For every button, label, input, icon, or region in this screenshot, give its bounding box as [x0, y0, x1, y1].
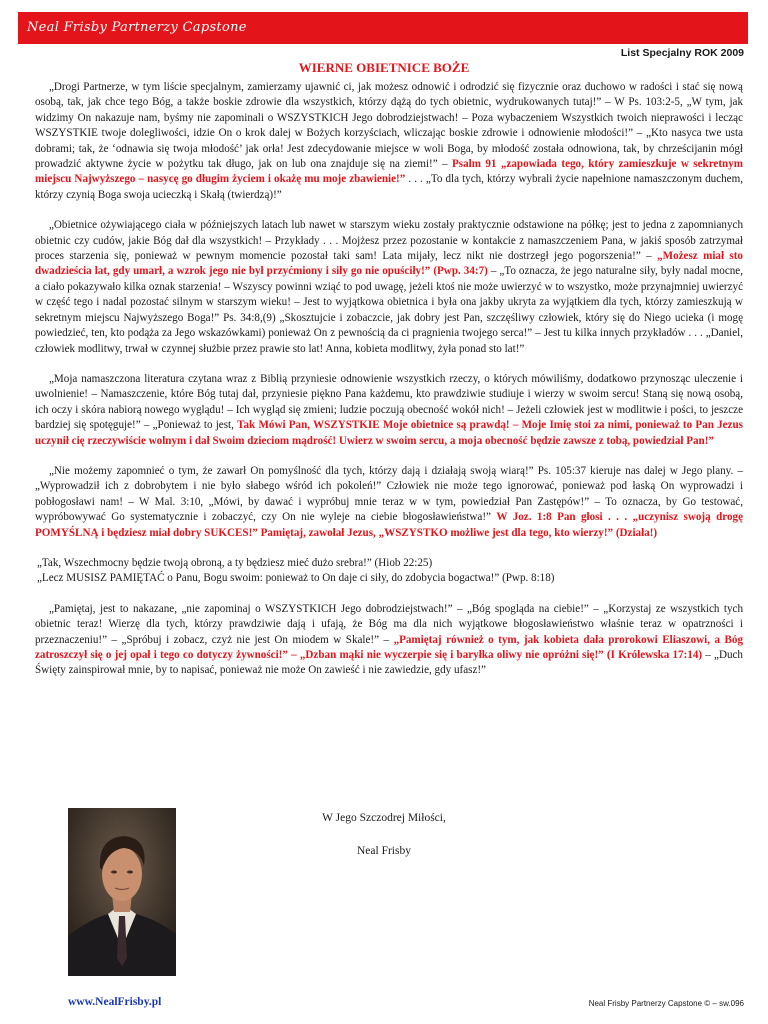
paragraph-text: . . . „To dla tych, którzy wybrali życie napełnione namaszczonym duchem, którzy czynią Boga swoja ucieczką i Skałą (twierdzą)!”: [35, 173, 743, 201]
closing-line: W Jego Szczodrej Miłości,: [322, 812, 446, 824]
paragraph-text: „Nie możemy zapomnieć o tym, że zawarł On pomyślność dla tych, którzy dają i działają swoją wiarą!” Ps. 105:37 kieruje nas dalej w Jego plany. – „Wyprowadził ich z dobrobytem i nie było słabego wśród ich pokoleń!” Człowiek nie może tego ignorować, ponieważ pod łaską On wyprowadzi i pobłogosławi nam! – W Mal. 3:10, „Mówi, by dawać i wypróbuj mnie teraz w w tym, powiedział Pan Zastępów!” – To oznacza, by Go testować, wypróbowywać Go systematycznie i zobaczyć, czy On nie wyleje na ciebie błogosławieństwa!”: [35, 464, 743, 524]
banner-title: Neal Frisby Partnerzy Capstone: [27, 20, 247, 35]
highlighted-text: „Pamiętaj również o tym, jak kobieta dała prorokowi Eliaszowi, a Bóg zatroszczył się o jej opał i tego co dotyczy żywności!” – „Dzban mąki nie wyczerpie się i baryłka oliwy nie opróżni się!” (I Królewska 17:14): [35, 633, 744, 661]
paragraph-text: „Pamiętaj, jest to nakazane, „nie zapominaj o WSZYSTKICH Jego dobrodziejstwach!” – „Bóg spogląda na ciebie!” – „Korzystaj ze wszystkich tych obietnic teraz! Wierzę dla tych, którzy prawdziwie dają i ufają, że Bóg ma dla nich wyjątkowe błogosławieństwo właśnie teraz w opatrzności i przeznaczeniu!” – „Spróbuj i zobacz, czyż nie jest On miodem w Skale!” –: [35, 602, 743, 646]
paragraph-text: „Drogi Partnerze, w tym liście specjalnym, zamierzamy ujawnić ci, jak możesz odnowić i odrodzić się fizycznie oraz duchowo w radości i stać się nową osobą, tak, jak chce tego Bóg, a także boskie zdrowie dla wszystkich, którzy dążą do tych obietnic, wydrukowanych tutaj!” – W Ps. 103:2-5, „W tym, jak widzimy On nakazuje nam, byśmy nie zapominali o WSZYSTKICH Jego dobrodziejstwach! – Poza wybaczeniem Wszystkich twoich nieprawości i lecząc WSZYSTKIE twoje dolegliwości, idzie On o krok dalej w Bożych korzyściach, wliczając boskie zdrowie i odnowienie młodości!” – „Kto nasyca twe usta dobrami; tak, że ‘odnawia się twoja młodość’ jak orła! Jest zdecydowanie miejsce w woli Boga, by młodość została odnowiona, tak, by chrześcijanin mógł prowadzić aktywne życie w pożytku tak długo, jak on lub ona znajduje się na ziemi!” –: [35, 81, 743, 171]
page-title: WIERNE OBIETNICE BOŻE: [298, 60, 470, 75]
paragraph-text: „Moja namaszczona literatura czytana wraz z Biblią przyniesie odnowienie wszystkich rzeczy, o których mówiliśmy, dodatkowo przynosząc uleczenie i uwolnienie! – Namaszczenie, które Bóg tutaj dał, przyniesie piękno Pana każdemu, kto prawdziwie studiuje i wierzy w swoim sercu! Staną się nową osobą, ich oczy i skóra nabiorą nowego wyglądu! – Ich wygląd się zmieni; ludzie poczują obecność wokół nich! – Jeżeli człowiek jest w modlitwie i pości, to jeszcze bardziej się spotęguje!” – „Ponieważ to jest,: [35, 372, 743, 432]
author-portrait: [68, 808, 176, 976]
paragraph-1: [35, 80, 743, 203]
website-link[interactable]: www.NealFrisby.pl: [68, 996, 162, 1008]
signature: Neal Frisby: [357, 845, 411, 857]
header-banner: [18, 12, 748, 44]
highlighted-text: Tak Mówi Pan, WSZYSTKIE Moje obietnice są prawdą! – Moje Imię stoi za nimi, ponieważ to Pan Jezus uczynił cię rzeczywiście wolnym i dał Swoim dzieciom mądrość! Uwierz w swoim sercu, a moja obecność będzie zawsze z tobą, powiedział Pan!”: [35, 419, 743, 447]
letter-label: List Specjalny ROK 2009: [620, 47, 744, 59]
portrait-illustration: [68, 808, 176, 976]
paragraph-6: [35, 602, 743, 679]
footer-copyright: Neal Frisby Partnerzy Capstone © – sw.096: [588, 999, 744, 1008]
letter-body: [35, 80, 743, 694]
paragraph-4: [35, 464, 743, 541]
paragraph-3: [35, 372, 743, 449]
paragraph-text: „Obietnice ożywiającego ciała w późniejszych latach lub nawet w starszym wieku zostały praktycznie odstawione na półkę; jest to jedna z zapomnianych obietnic czy cudów, jakie Bóg dał dla wszystkich! – Przykłady . . . Mojżesz przez pozostanie w kontakcie z namaszczeniem Pana, w jakiś sposób zatrzymał proces starzenia się, ponieważ w pewnym momencie pozostał taki sam! Lata mijały, lecz nikt nie dostrzegł jego pogorszenia!” –: [35, 219, 743, 263]
paragraph-2: [35, 218, 743, 357]
highlighted-text: Psalm 91 „zapowiada tego, który zamieszkuje w sekretnym miejscu Najwyższego – nasycę go długim życiem i okażę mu moje zbawienie!”: [35, 158, 743, 186]
scripture-quote-2: „Lecz MUSISZ PAMIĘTAĆ o Panu, Bogu swoim: ponieważ to On daje ci siły, do zdobycia bogactwa!” (Pwp. 8:18): [37, 572, 555, 585]
paragraph-text: – „Duch Święty zainspirował mnie, by to napisać, ponieważ nie może On zawieść i nie zawiedzie, gdy ufasz!”: [35, 649, 743, 677]
scripture-quote-1: „Tak, Wszechmocny będzie twoją obroną, a ty będziesz mieć dużo srebra!” (Hiob 22:25): [37, 556, 433, 569]
highlighted-text: „Możesz miał sto dwadzieścia lat, gdy umarł, a wzrok jego nie był przyćmiony i siły go nie opuściły!” (Pwp. 34:7): [35, 250, 743, 278]
paragraph-text: – „To oznacza, że jego naturalne siły, były nadal mocne, a ciało pokazywało kilka oznak starzenia! – Wszyscy powinni wziąć to pod uwagę, jeżeli ktoś nie może uwierzyć w to wszystko, może przynajmniej uwierzyć w część tego i nadal pozostać silnym w starszym wieku! – Jest to wyjątkowa obietnica i była ona jakby ukryta za wyjątkiem dla tych, którzy zamieszkują w sekretnym miejscu Najwyższego Boga!” Ps. 34:8,(9) „Skosztujcie i zobaczcie, jak dobry jest Pan, szczęśliwy człowiek, który się do Niego ucieka (i mogę powiedzieć, ten, kto podąża za Jego wskazówkami) ponieważ On z pewnością da ci pragnienia twojego serca!” – Jest tu kilka innych przykładów . . . „Daniel, człowiek modlitwy, trwał w czynnej służbie przez prawie sto lat! Anna, kobieta modlitwy, żyła ponad sto lat!”: [35, 265, 743, 355]
highlighted-text: W Joz. 1:8 Pan głosi . . . „uczynisz swoją drogę POMYŚLNĄ i będziesz miał dobry SUKCES!” Pamiętaj, zawołał Jezus, „WSZYSTKO możliwe jest dla tego, kto wierzy!” (Działa!): [35, 511, 743, 539]
